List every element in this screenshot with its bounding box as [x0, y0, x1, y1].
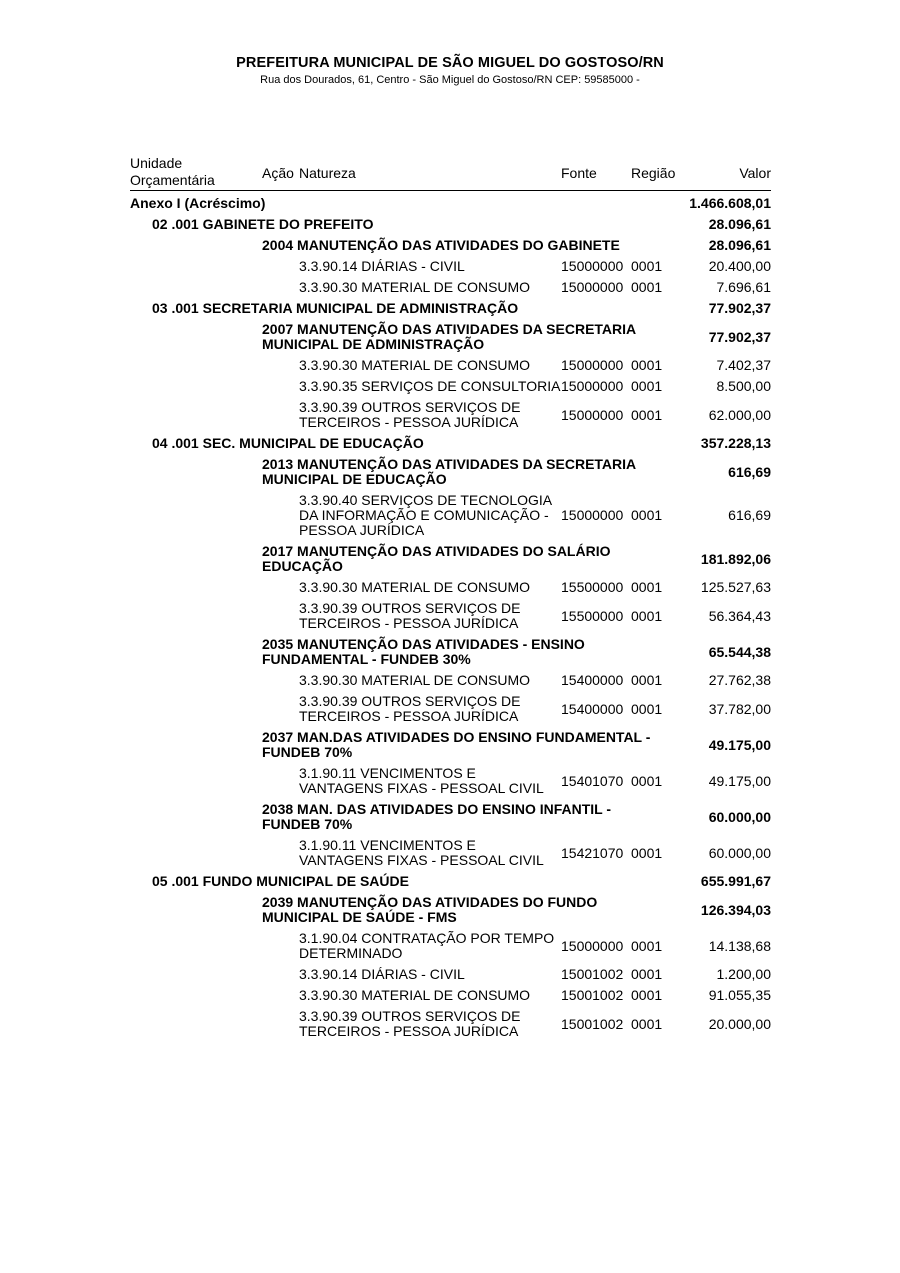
table-row [130, 541, 771, 577]
table-row [130, 577, 771, 598]
row-description: 3.1.90.04 CONTRATAÇÃO POR TEMPO DETERMINADO [299, 930, 555, 961]
row-fonte: 15421070 [561, 844, 624, 861]
row-valor: 28.096,61 [708, 216, 771, 232]
row-description: 03 .001 SECRETARIA MUNICIPAL DE ADMINISTRAÇÃO [152, 300, 519, 316]
row-regiao: 0001 [631, 937, 663, 954]
row-valor: 126.394,03 [700, 901, 771, 918]
row-valor: 1.466.608,01 [689, 195, 771, 211]
row-regiao: 0001 [631, 672, 663, 688]
table-row [130, 928, 771, 964]
row-regiao: 0001 [631, 772, 663, 789]
row-regiao: 0001 [631, 1015, 663, 1032]
table-row [130, 892, 771, 928]
row-fonte: 15500000 [561, 607, 624, 624]
row-valor: 357.228,13 [700, 435, 771, 451]
row-fonte: 15000000 [561, 357, 624, 373]
row-valor: 77.902,37 [708, 328, 771, 345]
row-regiao: 0001 [631, 987, 663, 1003]
page-title: PREFEITURA MUNICIPAL DE SÃO MIGUEL DO GOSTOSO/RN [236, 55, 664, 71]
row-description: 2013 MANUTENÇÃO DAS ATIVIDADES DA SECRETARIA MUNICIPAL DE EDUCAÇÃO [262, 456, 636, 487]
table-row [130, 634, 771, 670]
col-natureza: Natureza [299, 165, 356, 181]
col-unidade-line1: Unidade [130, 155, 183, 171]
row-valor: 616,69 [728, 463, 771, 480]
row-valor: 56.364,43 [708, 607, 771, 624]
table-row [130, 397, 771, 433]
row-fonte: 15000000 [561, 406, 624, 423]
row-regiao: 0001 [631, 279, 663, 295]
row-valor: 60.000,00 [708, 844, 771, 861]
row-regiao: 0001 [631, 579, 663, 595]
table-row [130, 871, 771, 892]
row-description: 3.3.90.35 SERVIÇOS DE CONSULTORIA [299, 378, 561, 394]
row-valor: 20.000,00 [708, 1015, 771, 1032]
table-row [130, 319, 771, 355]
row-valor: 7.402,37 [716, 357, 771, 373]
row-fonte: 15401070 [561, 772, 624, 789]
row-fonte: 15000000 [561, 258, 624, 274]
row-valor: 125.527,63 [700, 579, 771, 595]
row-description: 2039 MANUTENÇÃO DAS ATIVIDADES DO FUNDO MUNICIPAL DE SAÚDE - FMS [262, 894, 598, 925]
row-valor: 20.400,00 [708, 258, 771, 274]
row-description: 3.3.90.14 DIÁRIAS - CIVIL [299, 258, 465, 274]
table-row [130, 799, 771, 835]
row-valor: 49.175,00 [708, 772, 771, 789]
row-description: 3.3.90.30 MATERIAL DE CONSUMO [299, 579, 531, 595]
row-description: 3.3.90.30 MATERIAL DE CONSUMO [299, 672, 531, 688]
row-valor: 14.138,68 [708, 937, 771, 954]
row-valor: 77.902,37 [708, 300, 771, 316]
column-header [130, 155, 771, 191]
row-description: 3.1.90.11 VENCIMENTOS E VANTAGENS FIXAS - PESSOAL CIVIL [299, 837, 544, 868]
row-fonte: 15500000 [561, 579, 624, 595]
row-valor: 62.000,00 [708, 406, 771, 423]
row-description: 3.3.90.14 DIÁRIAS - CIVIL [299, 966, 465, 982]
row-valor: 28.096,61 [708, 237, 771, 253]
table-row [130, 670, 771, 691]
table-row [130, 256, 771, 277]
row-description: 3.3.90.39 OUTROS SERVIÇOS DE TERCEIROS - PESSOA JURÍDICA [299, 399, 521, 430]
budget-table [130, 193, 771, 1042]
table-row [130, 964, 771, 985]
table-row [130, 490, 771, 541]
row-description: 2004 MANUTENÇÃO DAS ATIVIDADES DO GABINETE [262, 237, 620, 253]
row-fonte: 15400000 [561, 700, 624, 717]
row-description: 3.3.90.39 OUTROS SERVIÇOS DE TERCEIROS - PESSOA JURÍDICA [299, 693, 521, 724]
table-row [130, 691, 771, 727]
table-row [130, 193, 771, 214]
row-regiao: 0001 [631, 607, 663, 624]
row-description: 3.3.90.30 MATERIAL DE CONSUMO [299, 357, 531, 373]
row-valor: 49.175,00 [708, 736, 771, 753]
row-valor: 60.000,00 [708, 808, 771, 825]
header-rule [130, 190, 771, 191]
table-row [130, 277, 771, 298]
row-description: 3.1.90.11 VENCIMENTOS E VANTAGENS FIXAS - PESSOAL CIVIL [299, 765, 544, 796]
row-valor: 37.782,00 [708, 700, 771, 717]
row-description: 05 .001 FUNDO MUNICIPAL DE SAÚDE [152, 873, 409, 889]
row-fonte: 15000000 [561, 279, 624, 295]
row-description: 2017 MANUTENÇÃO DAS ATIVIDADES DO SALÁRIO EDUCAÇÃO [262, 543, 611, 574]
row-description: 3.3.90.30 MATERIAL DE CONSUMO [299, 279, 531, 295]
table-row [130, 1006, 771, 1042]
row-valor: 1.200,00 [716, 966, 771, 982]
row-valor: 181.892,06 [700, 550, 771, 567]
row-description: 3.3.90.30 MATERIAL DE CONSUMO [299, 987, 531, 1003]
row-regiao: 0001 [631, 966, 663, 982]
row-valor: 7.696,61 [716, 279, 771, 295]
row-regiao: 0001 [631, 406, 663, 423]
row-fonte: 15001002 [561, 1015, 624, 1032]
row-valor: 27.762,38 [708, 672, 771, 688]
table-row [130, 985, 771, 1006]
col-unidade-line2: Orçamentária [130, 172, 215, 188]
table-row [130, 235, 771, 256]
row-regiao: 0001 [631, 507, 663, 523]
row-regiao: 0001 [631, 378, 663, 394]
table-row [130, 214, 771, 235]
row-regiao: 0001 [631, 844, 663, 861]
row-description: 2007 MANUTENÇÃO DAS ATIVIDADES DA SECRETARIA MUNICIPAL DE ADMINISTRAÇÃO [262, 321, 636, 352]
row-fonte: 15000000 [561, 507, 624, 523]
col-regiao: Região [631, 165, 676, 181]
col-acao: Ação [262, 165, 294, 181]
row-description: 02 .001 GABINETE DO PREFEITO [152, 216, 374, 232]
table-row [130, 355, 771, 376]
page-address: Rua dos Dourados, 61, Centro - São Miguel do Gostoso/RN CEP: 59585000 - [260, 74, 640, 86]
table-row [130, 298, 771, 319]
row-valor: 655.991,67 [700, 873, 771, 889]
table-row [130, 727, 771, 763]
row-valor: 8.500,00 [716, 378, 771, 394]
row-regiao: 0001 [631, 700, 663, 717]
row-description: 2035 MANUTENÇÃO DAS ATIVIDADES - ENSINO FUNDAMENTAL - FUNDEB 30% [262, 636, 585, 667]
row-description: 3.3.90.40 SERVIÇOS DE TECNOLOGIA DA INFORMAÇÃO E COMUNICAÇÃO - PESSOA JURÍDICA [299, 492, 552, 538]
row-fonte: 15000000 [561, 937, 624, 954]
row-fonte: 15000000 [561, 378, 624, 394]
row-description: 3.3.90.39 OUTROS SERVIÇOS DE TERCEIROS - PESSOA JURÍDICA [299, 1008, 521, 1039]
row-fonte: 15001002 [561, 987, 624, 1003]
table-row [130, 598, 771, 634]
col-valor: Valor [739, 165, 771, 181]
row-fonte: 15400000 [561, 672, 624, 688]
document-header [0, 55, 900, 86]
row-regiao: 0001 [631, 258, 663, 274]
row-description: 2037 MAN.DAS ATIVIDADES DO ENSINO FUNDAMENTAL - FUNDEB 70% [262, 729, 651, 760]
table-row [130, 433, 771, 454]
table-row [130, 835, 771, 871]
table-row [130, 763, 771, 799]
row-fonte: 15001002 [561, 966, 624, 982]
row-description: 04 .001 SEC. MUNICIPAL DE EDUCAÇÃO [152, 435, 424, 451]
row-valor: 616,69 [728, 507, 771, 523]
row-valor: 65.544,38 [708, 643, 771, 660]
row-valor: 91.055,35 [708, 987, 771, 1003]
row-description: 3.3.90.39 OUTROS SERVIÇOS DE TERCEIROS - PESSOA JURÍDICA [299, 600, 521, 631]
row-description: 2038 MAN. DAS ATIVIDADES DO ENSINO INFANTIL - FUNDEB 70% [262, 801, 612, 832]
table-row [130, 454, 771, 490]
row-regiao: 0001 [631, 357, 663, 373]
col-fonte: Fonte [561, 165, 597, 181]
row-description: Anexo I (Acréscimo) [130, 195, 266, 211]
table-row [130, 376, 771, 397]
